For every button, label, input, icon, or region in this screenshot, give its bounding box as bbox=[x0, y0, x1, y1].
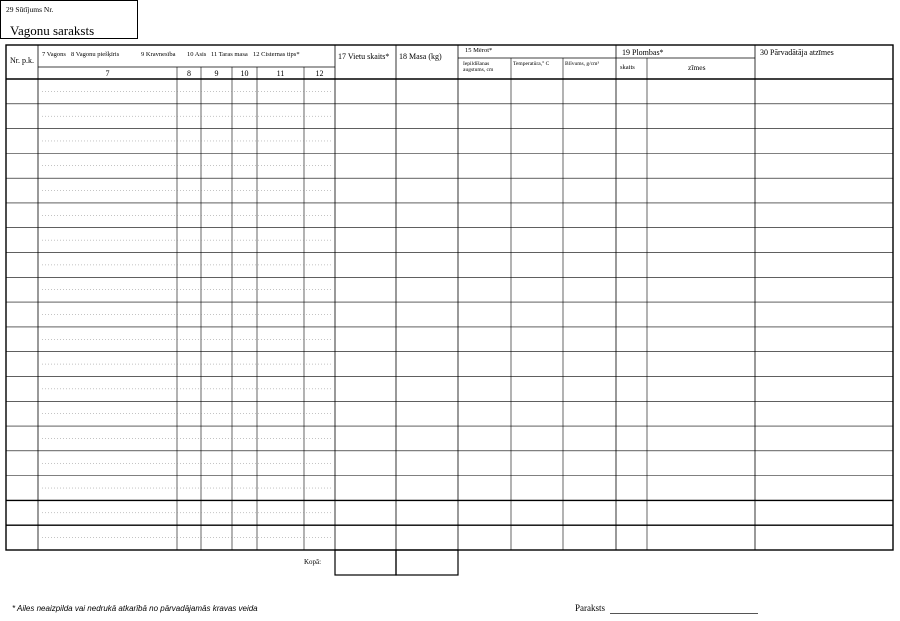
signature-line[interactable] bbox=[610, 613, 758, 614]
header-wagon-owner: 8 Vagonu piešķīris bbox=[71, 51, 120, 58]
signature-label: Paraksts bbox=[575, 603, 605, 613]
header-wagon: 7 Vagons bbox=[42, 51, 66, 58]
col-number-8: 8 bbox=[187, 69, 191, 78]
header-places-count: 17 Vietu skaits* bbox=[338, 52, 390, 61]
header-axles: 10 Asis bbox=[187, 51, 207, 58]
col-number-12: 12 bbox=[315, 69, 324, 78]
col-number-11: 11 bbox=[276, 69, 285, 78]
header-carrier-notes: 30 Pārvadātāja atzīmes bbox=[760, 48, 834, 57]
header-density: Blīvums, g/cm³ bbox=[565, 61, 600, 67]
col-number-10: 10 bbox=[240, 69, 249, 78]
header-mass: 18 Masa (kg) bbox=[399, 52, 442, 61]
header-temperature: Temperatūra,° C bbox=[513, 61, 550, 67]
header-seals-marks: zīmes bbox=[688, 63, 706, 72]
table-border bbox=[6, 45, 893, 550]
header-tank-type: 12 Cisternas tips* bbox=[253, 51, 300, 58]
total-mass-box bbox=[396, 550, 458, 575]
header-nr: Nr. p.k. bbox=[10, 56, 34, 65]
total-label: Kopā: bbox=[304, 558, 322, 566]
footnote: * Ailes neaizpilda vai nedrukā atkarībā no pārvadājamās kravas veida bbox=[12, 604, 258, 613]
col-number-9: 9 bbox=[214, 69, 219, 78]
page-title: Vagonu saraksts bbox=[10, 23, 95, 38]
header-capacity: 9 Kravnesība bbox=[141, 51, 176, 58]
header-fill-height: Iepildīšanas augstums, cm bbox=[463, 61, 494, 74]
total-places-box bbox=[335, 550, 396, 575]
col-number-7: 7 bbox=[105, 69, 110, 78]
header-seals: 19 Plombas* bbox=[622, 48, 664, 57]
header-measured: 15 Mērot* bbox=[465, 47, 493, 54]
header-seals-count: skaits bbox=[620, 64, 635, 71]
header-tare-mass: 11 Taras masa bbox=[211, 51, 248, 58]
shipment-number-box[interactable]: 29 Sūtījums Nr. bbox=[0, 0, 138, 39]
